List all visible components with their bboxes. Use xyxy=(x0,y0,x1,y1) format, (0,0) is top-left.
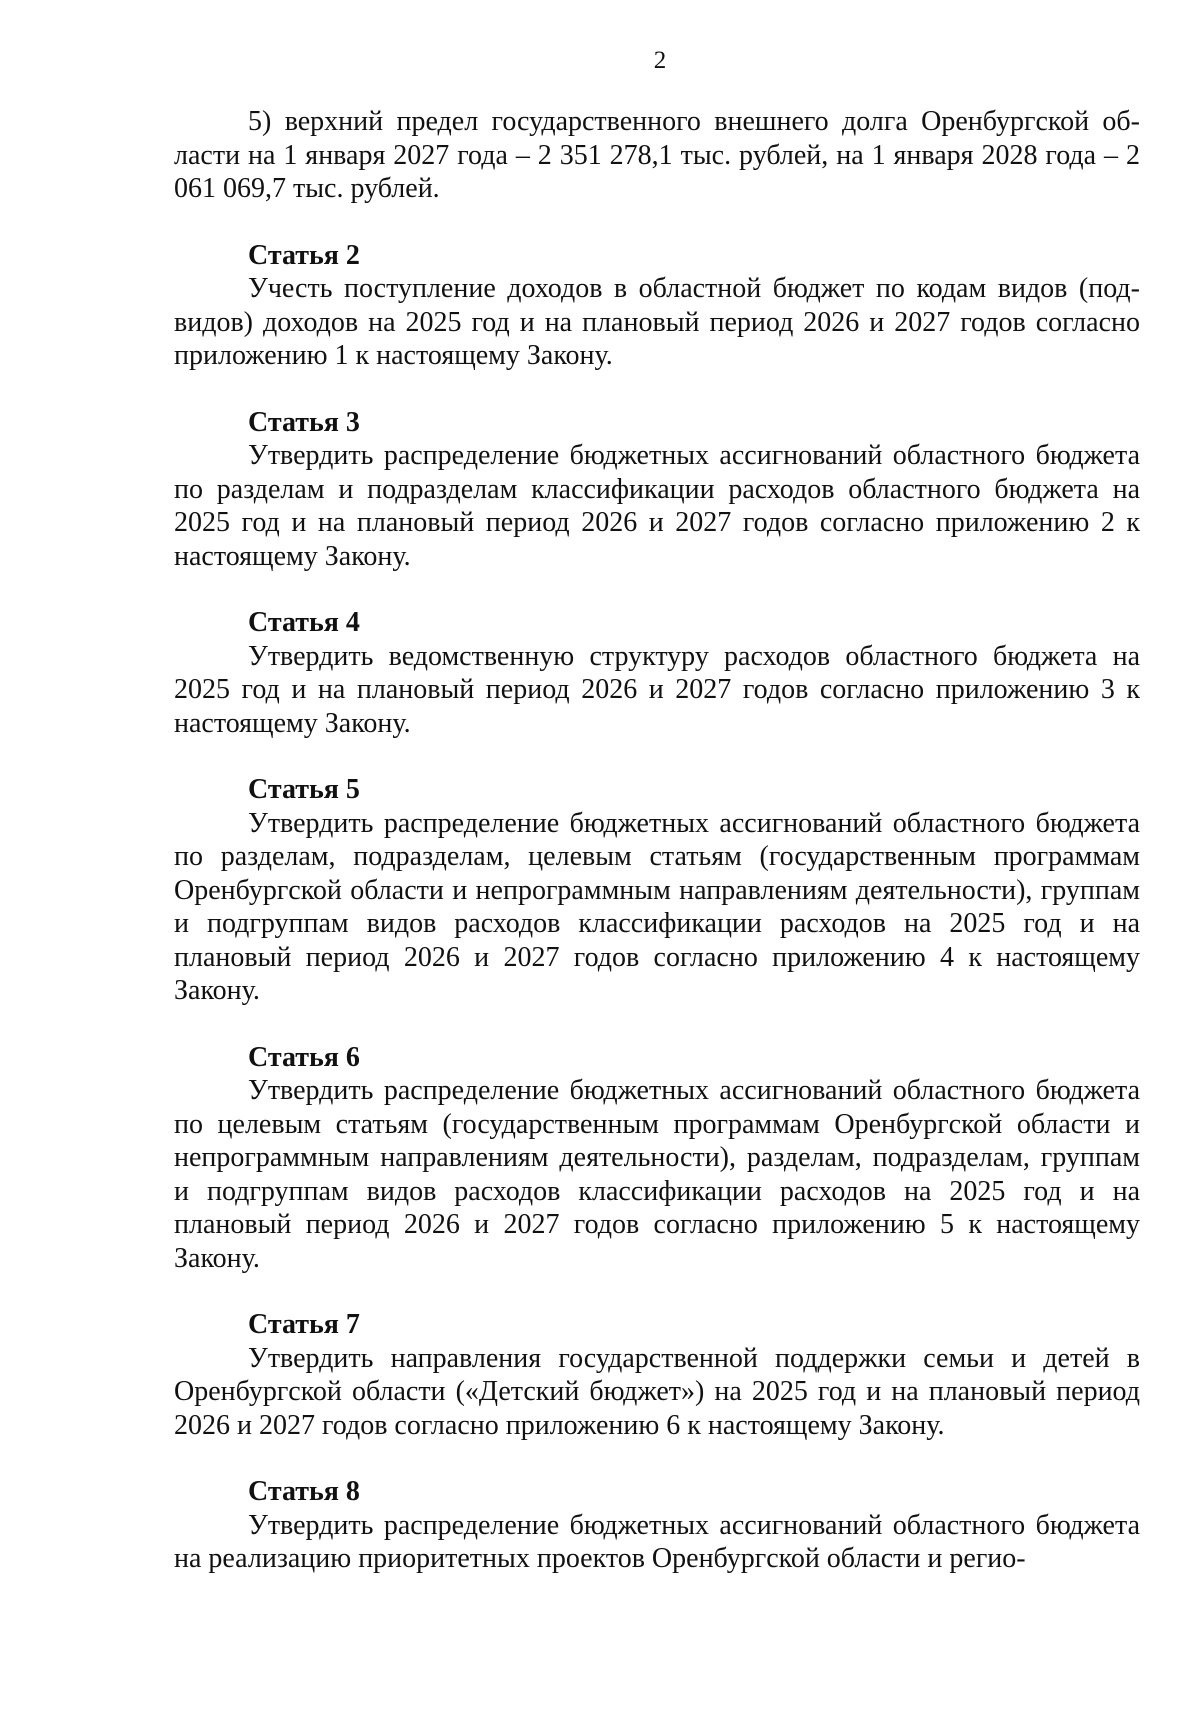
article-3 xyxy=(174,406,1140,574)
article-title: Статья 4 xyxy=(248,607,360,638)
intro-paragraph: 5) верхний предел государственного внешнего долга Оренбургской области на 1 января 2027 года – 2 351 278,1 тыс. рублей, на 1 января 2028 года – 2 061 069,7 тыс. рублей. xyxy=(174,106,1140,204)
article-title: Статья 6 xyxy=(248,1041,360,1073)
article-5 xyxy=(174,773,1140,1008)
article-text: Утвердить ведомственную структуру расходов областного бюджета на 2025 год и на плановый период 2026 и 2027 годов согласно приложению 3 к настоящему Закону. xyxy=(174,640,1140,739)
article-2 xyxy=(174,239,1140,373)
article-text: Утвердить распределение бюджетных ассигнований областного бюджета по разделам, подразделам, целевым статьям (государственным программам Оренбургской области и непрограммным направлениям деятельности), группам и подгруппам видов расходов классификации расходов на 2025 год и на плановый период 2026 и 2027 годов согласно приложению 4 к настоящему Закону. xyxy=(174,807,1140,1006)
article-title: Статья 7 xyxy=(248,1309,360,1340)
article-title: Статья 2 xyxy=(248,239,360,271)
article-title: Статья 8 xyxy=(248,1476,360,1507)
article-4 xyxy=(174,606,1140,740)
article-6 xyxy=(174,1041,1140,1276)
article-7 xyxy=(174,1308,1140,1442)
article-text: Учесть поступление доходов в областной бюджет по кодам видов (подвидов) доходов на 2025 год и на плановый период 2026 и 2027 годов согласно приложению 1 к настоящему Закону. xyxy=(174,273,1140,371)
article-text: Утвердить направления государственной поддержки семьи и детей в Оренбургской области («Детский бюджет») на 2025 год и на плановый период 2026 и 2027 годов согласно приложению 6 к настоящему Закону. xyxy=(174,1342,1140,1441)
article-title: Статья 3 xyxy=(248,406,360,438)
article-text: Утвердить распределение бюджетных ассигнований областного бюджета на реализацию приоритетных проектов Оренбургской области и регио- xyxy=(174,1509,1140,1574)
article-text: Утвердить распределение бюджетных ассигнований областного бюджета по целевым статьям (государственным программам Оренбургской области и непрограммным направлениям деятельности), разделам, подразделам, группам и подгруппам видов расходов классификации расходов на 2025 год и на плановый период 2026 и 2027 годов согласно приложению 5 к настоящему Закону. xyxy=(174,1075,1140,1274)
article-title: Статья 5 xyxy=(248,774,360,805)
article-8 xyxy=(174,1475,1140,1576)
article-text: Утвердить распределение бюджетных ассигнований областного бюджета по разделам и подразделам классификации расходов областного бюджета на 2025 год и на плановый период 2026 и 2027 годов согласно приложению 2 к настоящему Закону. xyxy=(174,440,1140,572)
document-body xyxy=(174,105,1140,1609)
page-number: 2 xyxy=(653,47,667,74)
